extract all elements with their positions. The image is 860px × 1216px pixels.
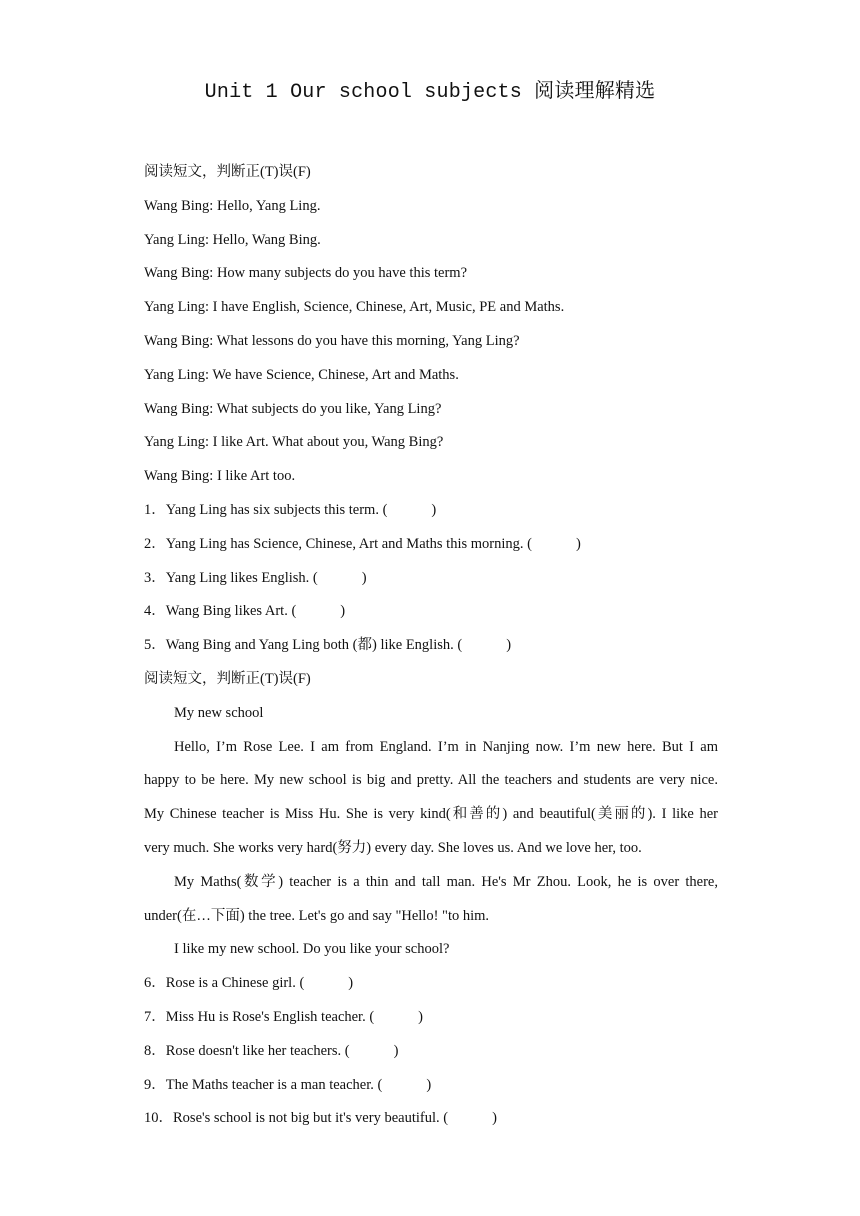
question-text: Wang Bing likes Art. ( — [165, 603, 297, 620]
question-item — [144, 500, 718, 534]
question-number: 10． — [144, 1110, 173, 1127]
question-text: Yang Ling has six subjects this term. ( — [165, 501, 388, 518]
question-item — [144, 534, 718, 568]
question-item — [144, 973, 718, 1007]
question-close: ) — [418, 1008, 424, 1025]
dialogue-line: Yang Ling: I have English, Science, Chinese, Art, Music, PE and Maths. — [144, 299, 565, 316]
question-item — [144, 1041, 718, 1075]
passage-line: Hello, I’m Rose Lee. I am from England. I’m in Nanjing now. I’m new here. But I am — [174, 738, 718, 755]
question-number: 6． — [144, 975, 166, 992]
question-text: Yang Ling likes English. ( — [165, 569, 318, 586]
question-text: Rose's school is not big but it's very beautiful. ( — [173, 1110, 449, 1127]
question-item — [144, 1007, 718, 1041]
question-close: ) — [506, 637, 512, 654]
question-item — [144, 568, 718, 602]
dialogue-line: Yang Ling: We have Science, Chinese, Art and Maths. — [144, 366, 459, 383]
question-text: The Maths teacher is a man teacher. ( — [165, 1076, 383, 1093]
question-item — [144, 1075, 718, 1109]
question-text: Yang Ling has Science, Chinese, Art and Maths this morning. ( — [165, 535, 532, 552]
section-heading: 阅读短文，判断正(T)误(F) — [144, 670, 311, 687]
dialogue-line: Wang Bing: What subjects do you like, Yang Ling? — [144, 400, 442, 417]
question-text: Rose doesn't like her teachers. ( — [165, 1042, 350, 1059]
question-close: ) — [575, 535, 581, 552]
question-item — [144, 601, 718, 635]
document-title: Unit 1 Our school subjects 阅读理解精选 — [204, 81, 656, 104]
dialogue-line: Yang Ling: I like Art. What about you, Wang Bing? — [144, 434, 444, 451]
question-item — [144, 1108, 718, 1142]
question-number: 8． — [144, 1042, 166, 1059]
question-item — [144, 635, 718, 669]
section-heading: 阅读短文，判断正(T)误(F) — [144, 164, 311, 180]
dialogue-line: Wang Bing: How many subjects do you have this term? — [144, 265, 468, 282]
passage-line: I like my new school. Do you like your school? — [174, 941, 450, 958]
passage-line: My Maths(数学) teacher is a thin and tall man. He's Mr Zhou. Look, he is over there, — [174, 873, 718, 890]
question-close: ) — [340, 603, 346, 620]
question-close: ) — [361, 569, 367, 586]
question-number: 9． — [144, 1076, 166, 1093]
question-text: Rose is a Chinese girl. ( — [165, 975, 305, 992]
question-text: Miss Hu is Rose's English teacher. ( — [165, 1008, 375, 1025]
passage-line: My Chinese teacher is Miss Hu. She is very kind(和善的) and beautiful(美丽的). I like her — [144, 806, 718, 823]
question-number: 1． — [144, 501, 166, 518]
document-body — [144, 162, 718, 1142]
question-number: 5． — [144, 637, 166, 654]
question-number: 7． — [144, 1008, 166, 1025]
question-text: Wang Bing and Yang Ling both (都) like English. ( — [165, 637, 463, 654]
question-number: 3． — [144, 569, 166, 586]
passage-line: under(在…下面) the tree. Let's go and say "Hello! "to him. — [144, 907, 490, 924]
question-close: ) — [431, 501, 437, 518]
passage-title: My new school — [174, 704, 264, 721]
question-close: ) — [393, 1042, 399, 1059]
question-close: ) — [348, 975, 354, 992]
dialogue-line: Wang Bing: What lessons do you have this morning, Yang Ling? — [144, 332, 520, 349]
passage-line: happy to be here. My new school is big and pretty. All the teachers and students are very nice. — [144, 772, 718, 789]
dialogue-line: Wang Bing: Hello, Yang Ling. — [144, 197, 321, 214]
dialogue-line: Yang Ling: Hello, Wang Bing. — [144, 231, 321, 248]
question-close: ) — [426, 1076, 432, 1093]
passage-line: very much. She works very hard(努力) every day. She loves us. And we love her, too. — [144, 839, 642, 856]
question-number: 4． — [144, 603, 166, 620]
question-close: ) — [492, 1110, 497, 1127]
question-number: 2． — [144, 535, 166, 552]
dialogue-line: Wang Bing: I like Art too. — [144, 468, 296, 485]
